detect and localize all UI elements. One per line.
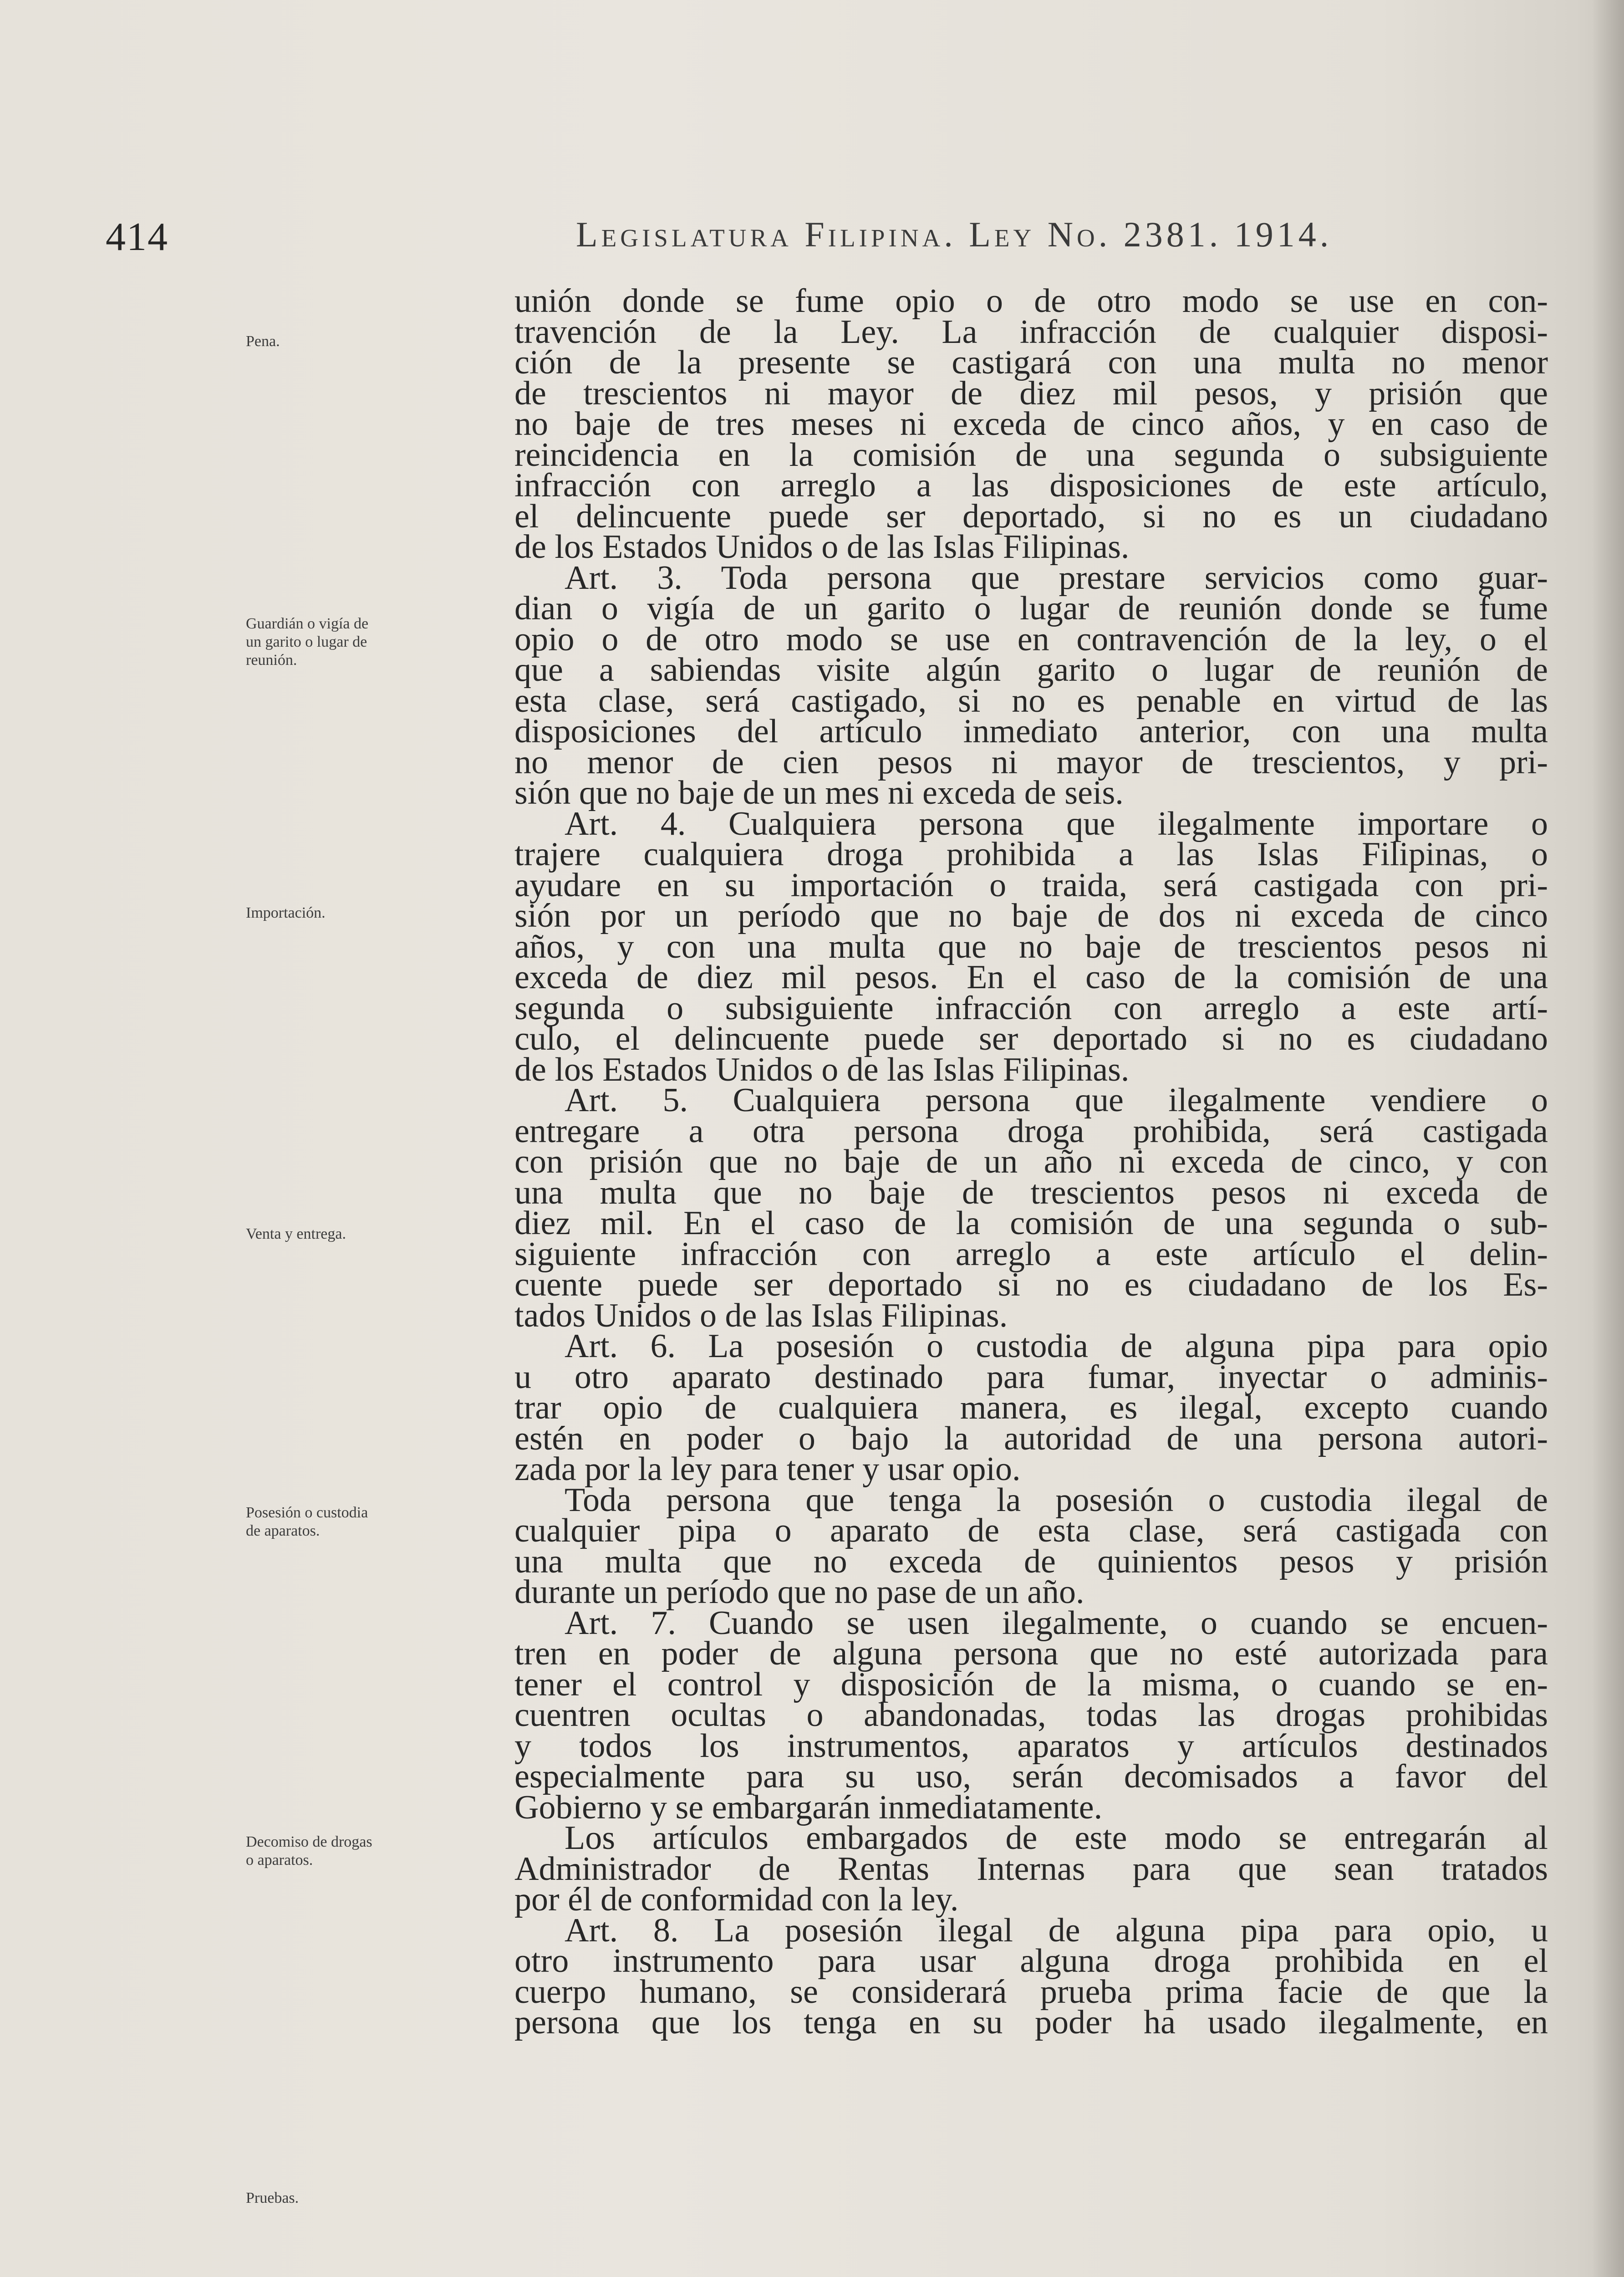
text-line-art6: Art. 6. La posesión o custodia de alguna pipa para opio bbox=[565, 1327, 1548, 1365]
margin-note-pena: Pena. bbox=[246, 333, 280, 350]
text-line: cuente puede ser deportado si no es ciudadano de los Es- bbox=[514, 1266, 1548, 1303]
text-line: entregare a otra persona droga prohibida, será castigada bbox=[514, 1112, 1548, 1150]
text-line: de los Estados Unidos o de las Islas Filipinas. bbox=[514, 1051, 1130, 1088]
text-line: u otro aparato destinado para fumar, inyectar o adminis- bbox=[514, 1358, 1548, 1396]
text-line: infracción con arreglo a las disposiciones de este artículo, bbox=[514, 467, 1548, 504]
text-line: exceda de diez mil pesos. En el caso de la comisión de una bbox=[514, 959, 1548, 996]
text-line: zada por la ley para tener y usar opio. bbox=[514, 1450, 1021, 1488]
text-line: segunda o subsiguiente infracción con arreglo a este artí- bbox=[514, 989, 1548, 1027]
margin-note-importacion: Importación. bbox=[246, 904, 326, 921]
text-line: no menor de cien pesos ni mayor de trescientos, y pri- bbox=[514, 743, 1548, 781]
text-line: cualquier pipa o aparato de esta clase, será castigada con bbox=[514, 1512, 1548, 1549]
text-line: años, y con una multa que no baje de trescientos pesos ni bbox=[514, 928, 1548, 965]
text-line: diez mil. En el caso de la comisión de una segunda o sub- bbox=[514, 1205, 1548, 1242]
text-line-art3: Art. 3. Toda persona que prestare servicios como guar- bbox=[565, 559, 1548, 597]
text-line: cuentren ocultas o abandonadas, todas las drogas prohibidas bbox=[514, 1696, 1548, 1734]
margin-note-pruebas: Pruebas. bbox=[246, 2190, 299, 2206]
running-head: Legislatura Filipina. Ley No. 2381. 1914. bbox=[576, 214, 1333, 254]
margin-note-posesion: Posesión o custodia de aparatos. bbox=[246, 1504, 368, 1539]
page-edge-shadow bbox=[1592, 0, 1624, 2277]
text-line: Toda persona que tenga la posesión o custodia ilegal de bbox=[565, 1481, 1548, 1519]
text-line: por él de conformidad con la ley. bbox=[514, 1881, 959, 1918]
text-line-art5: Art. 5. Cualquiera persona que ilegalmente vendiere o bbox=[565, 1082, 1548, 1119]
text-line: tados Unidos o de las Islas Filipinas. bbox=[514, 1297, 1008, 1334]
text-line: travención de la Ley. La infracción de cualquier disposi- bbox=[514, 313, 1548, 351]
text-line: de los Estados Unidos o de las Islas Filipinas. bbox=[514, 528, 1130, 566]
text-line: una multa que no baje de trescientos pesos ni exceda de bbox=[514, 1174, 1548, 1211]
text-line: cuerpo humano, se considerará prueba prima facie de que la bbox=[514, 1973, 1548, 2011]
text-line: sión por un período que no baje de dos ni exceda de cinco bbox=[514, 897, 1548, 934]
text-line: opio o de otro modo se use en contravención de la ley, o el bbox=[514, 620, 1548, 658]
text-line-art7: Art. 7. Cuando se usen ilegalmente, o cuando se encuen- bbox=[565, 1604, 1548, 1642]
text-line: reincidencia en la comisión de una segunda o subsiguiente bbox=[514, 436, 1548, 474]
text-line: Administrador de Rentas Internas para que sean tratados bbox=[514, 1850, 1548, 1888]
text-line: de trescientos ni mayor de diez mil pesos, y prisión que bbox=[514, 374, 1548, 412]
text-line: disposiciones del artículo inmediato anterior, con una multa bbox=[514, 713, 1548, 750]
text-line: unión donde se fume opio o de otro modo se use en con- bbox=[514, 282, 1548, 320]
body-text bbox=[514, 282, 1548, 2041]
text-line: trajere cualquiera droga prohibida a las Islas Filipinas, o bbox=[514, 836, 1548, 873]
page-header bbox=[0, 214, 1624, 273]
text-line: ción de la presente se castigará con una multa no menor bbox=[514, 344, 1548, 381]
text-line: otro instrumento para usar alguna droga prohibida en el bbox=[514, 1942, 1548, 1980]
text-line-art8: Art. 8. La posesión ilegal de alguna pipa para opio, u bbox=[565, 1911, 1548, 1949]
text-line: persona que los tenga en su poder ha usado ilegalmente, en bbox=[514, 2004, 1548, 2041]
margin-note-guardian: Guardián o vigía de un garito o lugar de reunión. bbox=[246, 615, 369, 669]
text-line: siguiente infracción con arreglo a este artículo el delin- bbox=[514, 1235, 1548, 1273]
text-line: Gobierno y se embargarán inmediatamente. bbox=[514, 1788, 1103, 1826]
text-line: culo, el delincuente puede ser deportado si no es ciudadano bbox=[514, 1020, 1548, 1057]
text-line: esta clase, será castigado, si no es penable en virtud de las bbox=[514, 682, 1548, 720]
text-line: dian o vigía de un garito o lugar de reunión donde se fume bbox=[514, 590, 1548, 627]
text-line: tren en poder de alguna persona que no esté autorizada para bbox=[514, 1635, 1548, 1672]
page-number: 414 bbox=[106, 215, 168, 259]
text-line: sión que no baje de un mes ni exceda de seis. bbox=[514, 774, 1124, 812]
text-line: con prisión que no baje de un año ni exceda de cinco, y con bbox=[514, 1143, 1548, 1180]
text-line: ayudare en su importación o traida, será castigada con pri- bbox=[514, 866, 1548, 904]
text-line: Los artículos embargados de este modo se entregarán al bbox=[565, 1819, 1548, 1857]
text-line: especialmente para su uso, serán decomisados a favor del bbox=[514, 1758, 1548, 1795]
text-line: no baje de tres meses ni exceda de cinco años, y en caso de bbox=[514, 405, 1548, 443]
text-line: y todos los instrumentos, aparatos y artículos destinados bbox=[514, 1727, 1548, 1765]
margin-note-decomiso: Decomiso de drogas o aparatos. bbox=[246, 1833, 372, 1869]
text-line: trar opio de cualquiera manera, es ilegal, excepto cuando bbox=[514, 1389, 1548, 1426]
text-line: que a sabiendas visite algún garito o lugar de reunión de bbox=[514, 651, 1548, 689]
text-line: durante un período que no pase de un año. bbox=[514, 1573, 1084, 1611]
text-line-art4: Art. 4. Cualquiera persona que ilegalmente importare o bbox=[565, 805, 1548, 842]
text-line: una multa que no exceda de quinientos pesos y prisión bbox=[514, 1542, 1548, 1580]
text-line: el delincuente puede ser deportado, si no es un ciudadano bbox=[514, 497, 1548, 535]
text-line: tener el control y disposición de la misma, o cuando se en- bbox=[514, 1665, 1548, 1703]
margin-note-venta: Venta y entrega. bbox=[246, 1225, 346, 1242]
text-line: estén en poder o bajo la autoridad de una persona autori- bbox=[514, 1419, 1548, 1457]
